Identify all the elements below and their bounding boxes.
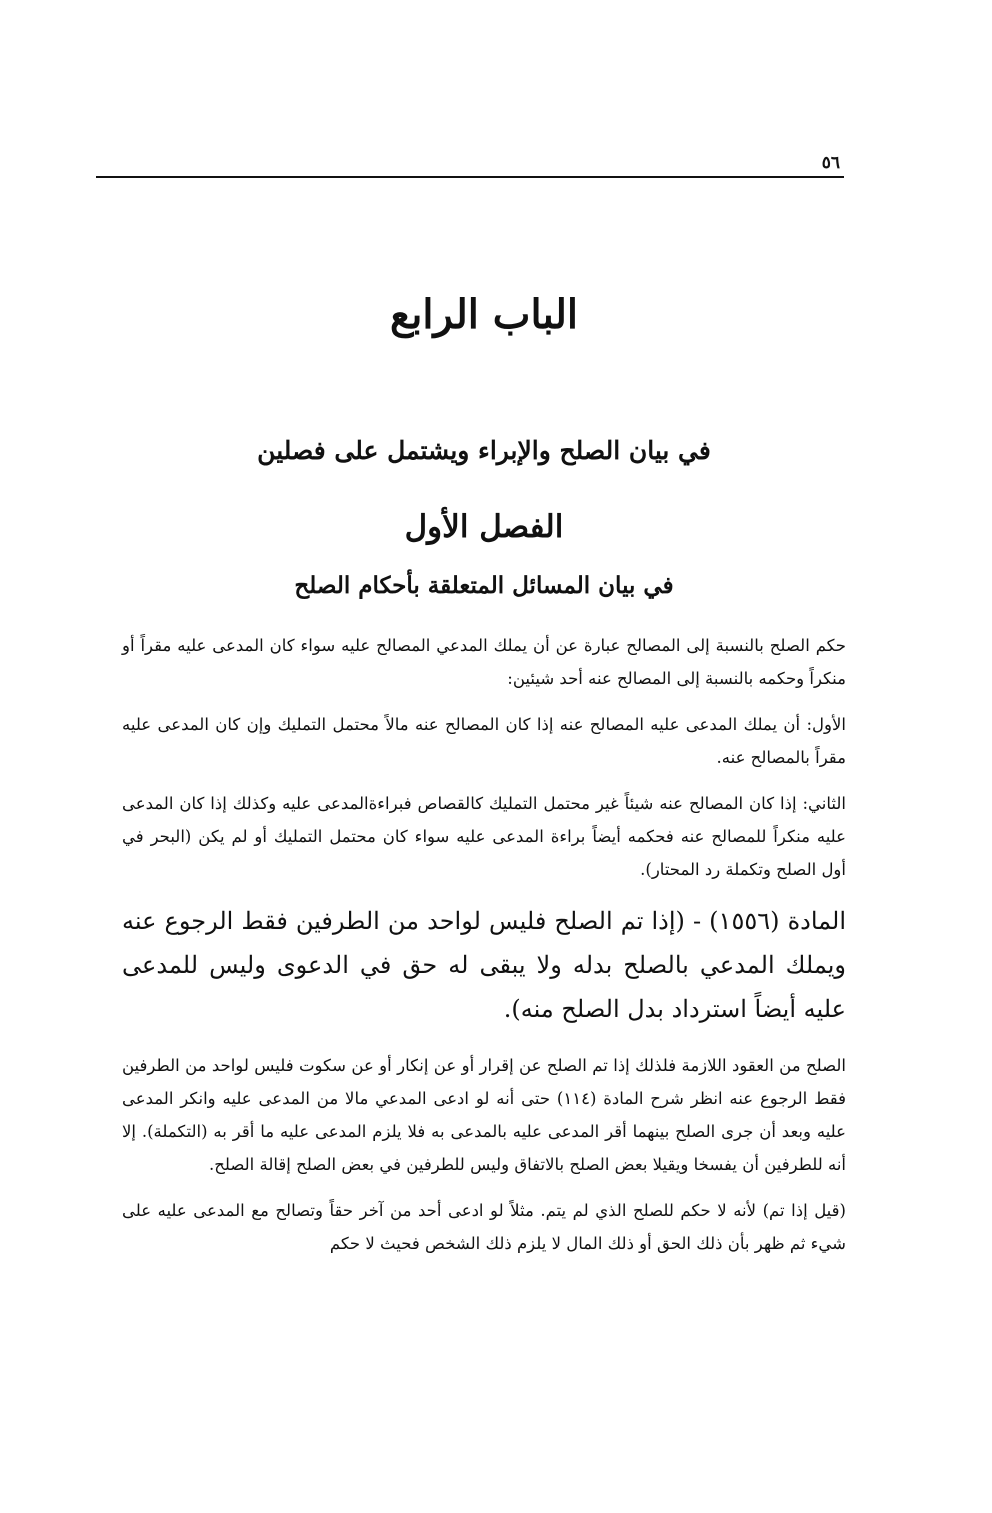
commentary-paragraph: الصلح من العقود اللازمة فلذلك إذا تم الصلح عن إقرار أو عن إنكار أو عن سكوت فليس لواحد من الطرفين فقط الرجوع عنه انظر شرح المادة (١١٤) حتى أنه لو ادعى المدعي مالا من المدعى عليه وانكر المدعى عليه وبعد أن جرى الصلح بينهما أقر المدعى عليه بالمدعى به فلا يلزم المدعى عليه ما أقر به (التكملة). إلا أنه للطرفين أن يفسخا ويقيلا بعض الصلح بالاتفاق وليس للطرفين في بعض الصلح إقالة الصلح. — [122, 1056, 847, 1174]
section-subtitle: في بيان المسائل المتعلقة بأحكام الصلح — [294, 572, 674, 599]
header-rule — [96, 176, 844, 178]
paragraph-first: الأول: أن يملك المدعى عليه المصالح عنه إذا كان المصالح عنه مالاً محتمل التمليك وإن كان المدعى عليه مقراً بالمصالح عنه. — [122, 715, 846, 767]
chapter-title: الباب الرابع — [389, 291, 579, 338]
paragraph-intro: حكم الصلح بالنسبة إلى المصالح عبارة عن أن يملك المدعي المصالح عليه سواء كان المدعى عليه مقراً أو منكراً وحكمه بالنسبة إلى المصالح عنه أحد شيئين: — [122, 636, 846, 688]
page-number: ٥٦ — [821, 153, 840, 173]
section-title: الفصل الأول — [404, 509, 564, 545]
commentary-paragraph: (قيل إذا تم) لأنه لا حكم للصلح الذي لم يتم. مثلاً لو ادعى أحد من آخر حقاً وتصالح مع المدعى عليه على شيء ثم ظهر بأن ذلك الحق أو ذلك المال لا يلزم ذلك الشخص فحيث لا حكم — [122, 1201, 846, 1253]
page-header — [96, 152, 844, 178]
chapter-subtitle: في بيان الصلح والإبراء ويشتمل على فصلين — [257, 436, 711, 465]
article-1556: المادة (١٥٥٦) - (إذا تم الصلح فليس لواحد من الطرفين فقط الرجوع عنه ويملك المدعي بالصلح بدله ولا يبقى له حق في الدعوى وليس للمدعى عليه أيضاً استرداد بدل الصلح منه). — [122, 907, 847, 1023]
page-body — [122, 285, 846, 1273]
paragraph-second: الثاني: إذا كان المصالح عنه شيئاً غير محتمل التمليك كالقصاص فبراءةالمدعى عليه وكذلك إذا كان المدعى عليه منكراً للمصالح عنه فحكمه أيضاً براءة المدعى عليه سواء كان محتمل التمليك أو لم يكن (البحر في أول الصلح وتكملة رد المحتار). — [122, 794, 846, 879]
